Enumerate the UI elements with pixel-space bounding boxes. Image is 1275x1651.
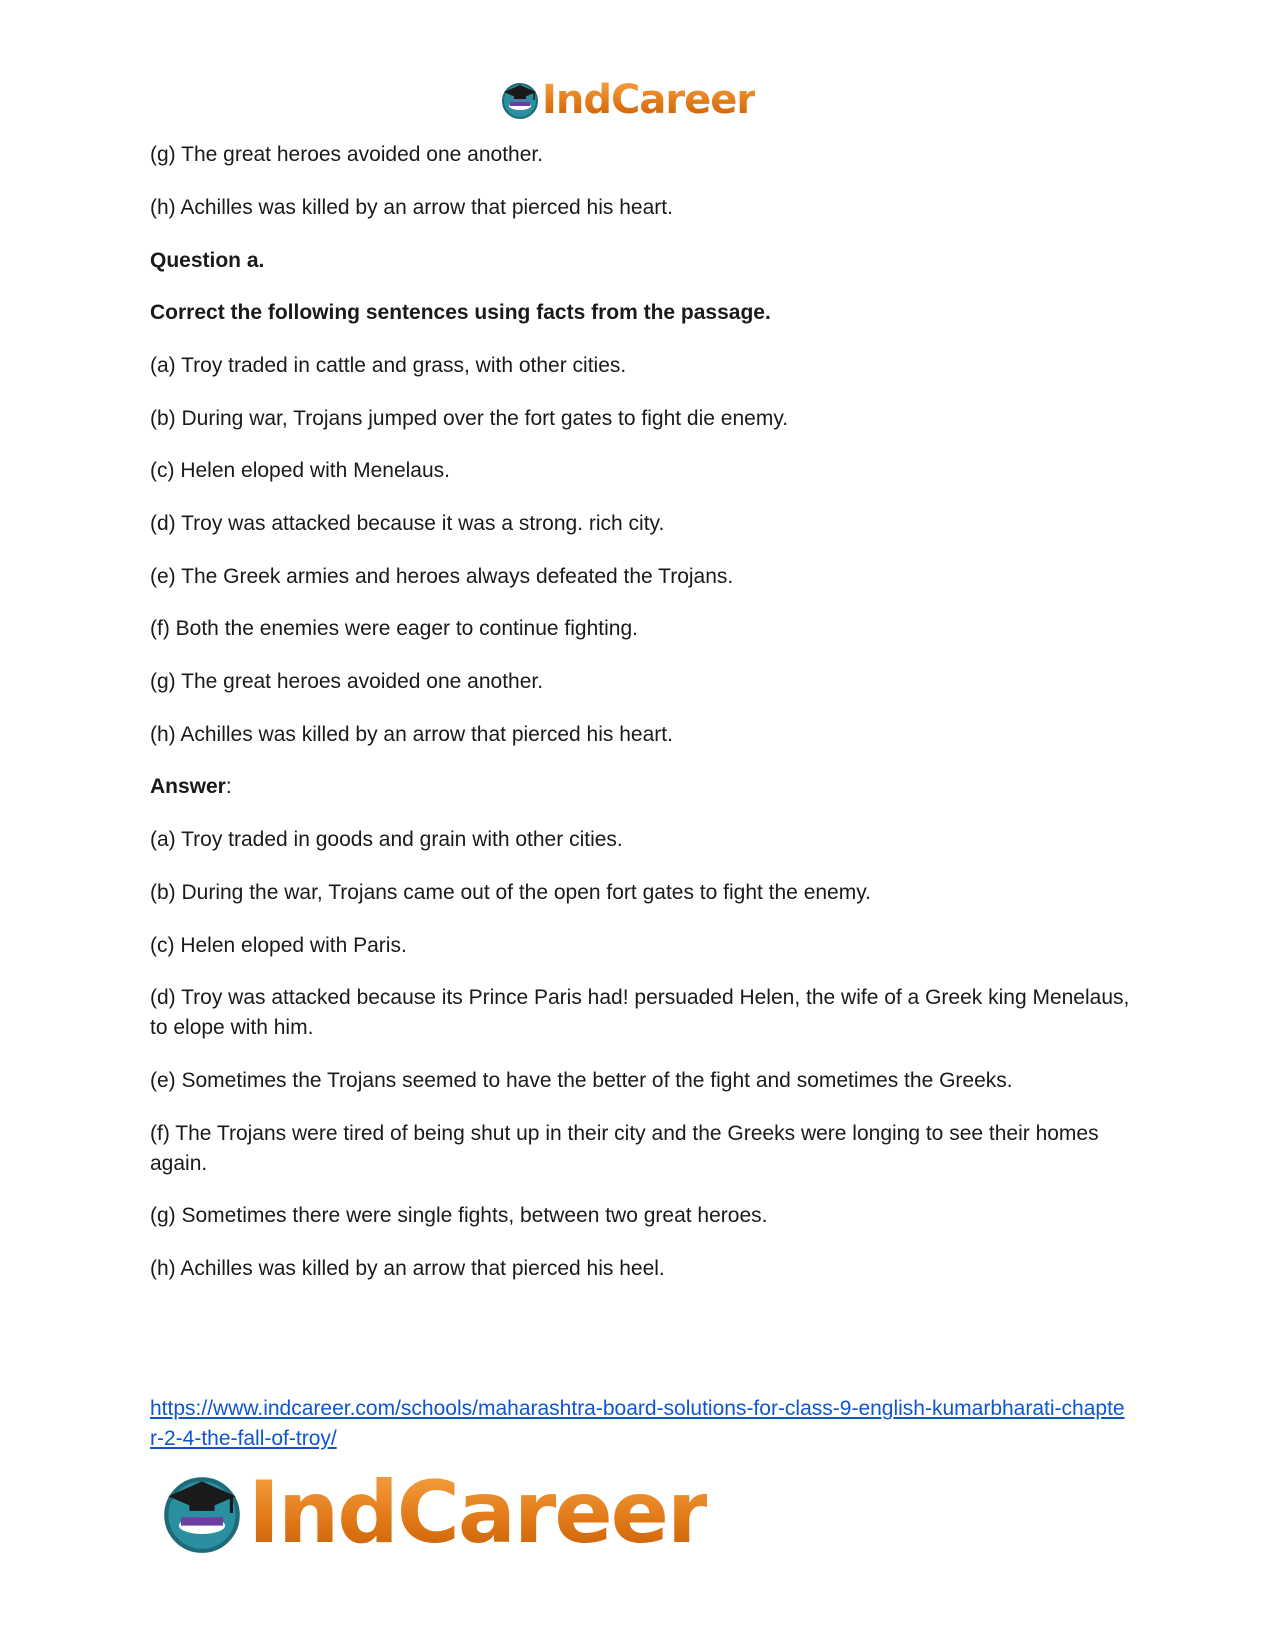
question-item: (f) Both the enemies were eager to continue fighting. (150, 617, 638, 640)
question-item: (c) Helen eloped with Menelaus. (150, 459, 450, 482)
header-logo (500, 77, 756, 123)
question-item: (g) The great heroes avoided one another. (150, 670, 544, 693)
graduation-cap-globe-icon (500, 80, 540, 120)
intro-item: (g) The great heroes avoided one another. (150, 143, 544, 166)
graduation-cap-globe-icon (160, 1471, 244, 1555)
footer-logo (160, 1463, 708, 1563)
intro-item: (h) Achilles was killed by an arrow that pierced his heart. (150, 196, 673, 219)
answer-item: (d) Troy was attacked because its Prince Paris had! persuaded Helen, the wife of a Greek king Menelaus, to elope with him. (150, 986, 1130, 1039)
question-item: (a) Troy traded in cattle and grass, with other cities. (150, 354, 627, 377)
answer-item: (h) Achilles was killed by an arrow that pierced his heel. (150, 1257, 665, 1280)
question-instruction: Correct the following sentences using facts from the passage. (150, 301, 771, 324)
answer-item: (a) Troy traded in goods and grain with other cities. (150, 828, 623, 851)
answer-item: (e) Sometimes the Trojans seemed to have the better of the fight and sometimes the Greeks. (150, 1069, 1013, 1092)
answer-heading (150, 772, 232, 802)
brand-name: IndCareer (248, 1463, 708, 1563)
answer-label: Answer (150, 775, 226, 798)
source-link[interactable]: https://www.indcareer.com/schools/maharashtra-board-solutions-for-class-9-english-kumarbharati-chapter-2-4-the-fall-of-troy/ (150, 1397, 1125, 1450)
question-item: (d) Troy was attacked because it was a strong. rich city. (150, 512, 665, 535)
question-item: (b) During war, Trojans jumped over the fort gates to fight die enemy. (150, 407, 789, 430)
answer-item: (f) The Trojans were tired of being shut up in their city and the Greeks were longing to see their homes again. (150, 1122, 1099, 1175)
answer-item: (c) Helen eloped with Paris. (150, 934, 407, 957)
question-item: (h) Achilles was killed by an arrow that pierced his heart. (150, 723, 673, 746)
answer-item: (b) During the war, Trojans came out of the open fort gates to fight the enemy. (150, 881, 872, 904)
question-item: (e) The Greek armies and heroes always defeated the Trojans. (150, 565, 734, 588)
brand-name: IndCareer (542, 77, 756, 123)
question-heading: Question a. (150, 249, 265, 272)
answer-colon: : (225, 775, 232, 798)
answer-item: (g) Sometimes there were single fights, between two great heroes. (150, 1204, 768, 1227)
